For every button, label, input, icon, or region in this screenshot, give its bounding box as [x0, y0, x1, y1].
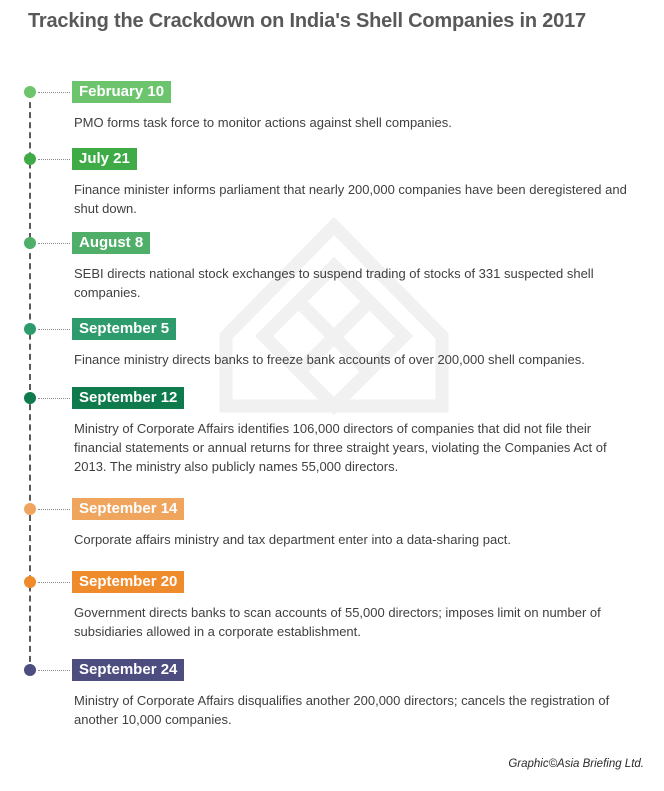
timeline-dot — [24, 323, 36, 335]
event-description: Finance minister informs parliament that nearly 200,000 companies have been deregistered and shut down. — [74, 182, 627, 216]
dotted-connector — [38, 582, 70, 583]
dotted-connector — [38, 92, 70, 93]
date-badge: September 20 — [72, 571, 184, 593]
date-badge: August 8 — [72, 232, 150, 254]
dotted-connector — [38, 329, 70, 330]
timeline-dot — [24, 503, 36, 515]
event-description: Finance ministry directs banks to freeze bank accounts of over 200,000 shell companies. — [74, 352, 585, 367]
event-description: Ministry of Corporate Affairs identifies 106,000 directors of companies that did not file their financial statements or annual returns for three straight years, violating the Companies Act of 2013. The ministry also publicly names 55,000 directors. — [74, 421, 607, 474]
date-badge: September 5 — [72, 318, 176, 340]
date-badge: September 24 — [72, 659, 184, 681]
dotted-connector — [38, 243, 70, 244]
timeline-dot — [24, 153, 36, 165]
dotted-connector — [38, 159, 70, 160]
timeline-dot — [24, 237, 36, 249]
date-badge: September 14 — [72, 498, 184, 520]
event-description: Corporate affairs ministry and tax department enter into a data-sharing pact. — [74, 532, 511, 547]
page-title: Tracking the Crackdown on India's Shell Companies in 2017 — [28, 10, 586, 32]
date-badge: July 21 — [72, 148, 137, 170]
timeline-dot — [24, 664, 36, 676]
event-description: Ministry of Corporate Affairs disqualifies another 200,000 directors; cancels the registration of another 10,000 companies. — [74, 693, 610, 727]
event-description: Government directs banks to scan accounts of 55,000 directors; imposes limit on number of subsidiaries allowed in a corporate establishment. — [74, 605, 601, 639]
timeline-dot — [24, 86, 36, 98]
credit-text: Graphic©Asia Briefing Ltd. — [508, 758, 644, 770]
dotted-connector — [38, 670, 70, 671]
date-badge: September 12 — [72, 387, 184, 409]
event-description: PMO forms task force to monitor actions against shell companies. — [74, 115, 452, 130]
dotted-connector — [38, 509, 70, 510]
watermark-logo — [214, 218, 454, 418]
timeline-dot — [24, 576, 36, 588]
date-badge: February 10 — [72, 81, 171, 103]
event-description: SEBI directs national stock exchanges to suspend trading of stocks of 331 suspected shell companies. — [74, 266, 594, 300]
timeline-dot — [24, 392, 36, 404]
dotted-connector — [38, 398, 70, 399]
